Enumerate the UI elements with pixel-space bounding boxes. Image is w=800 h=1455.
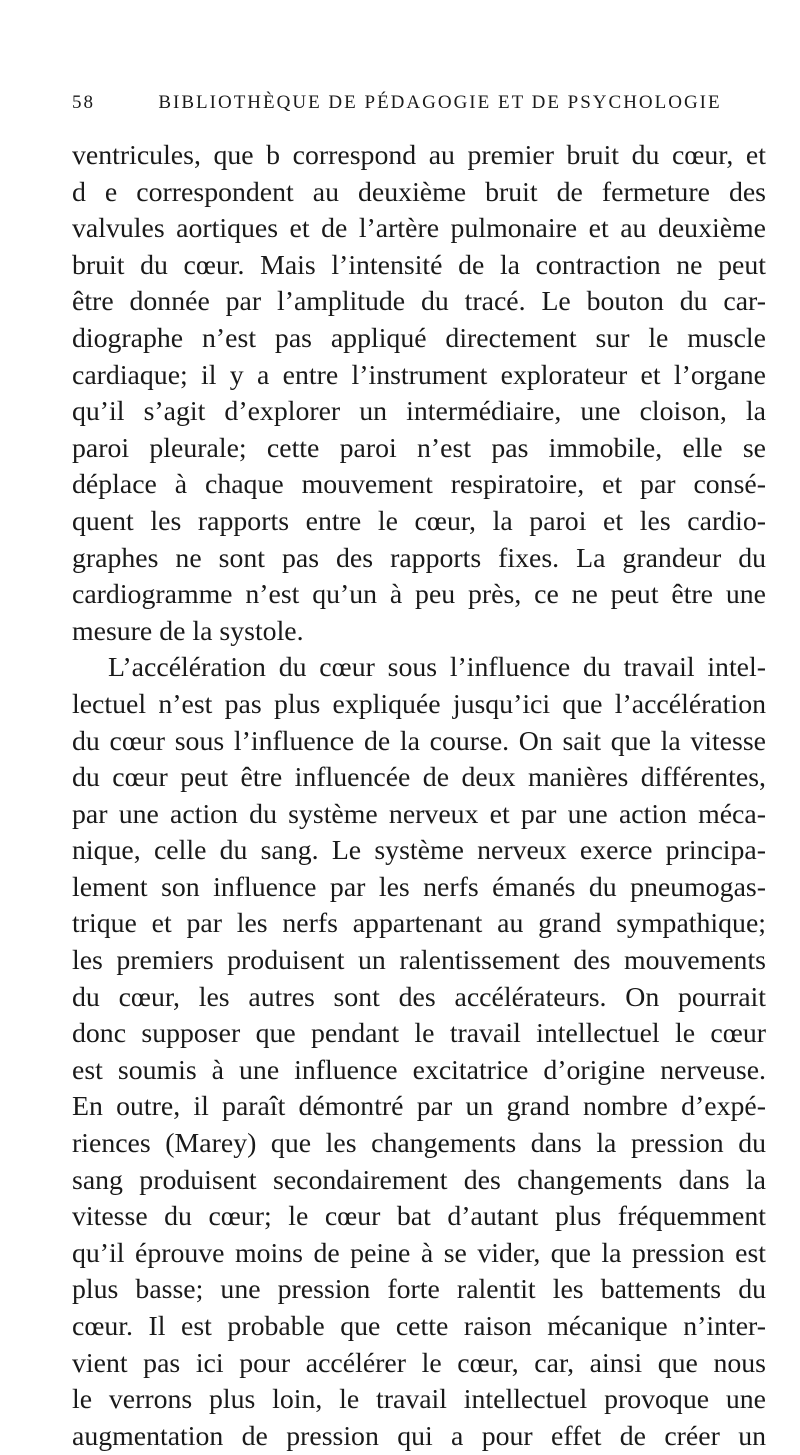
paragraph-end-line: mesure de la systole. [72,615,304,647]
text-line: d e correspondent au deuxième bruit de fermeture des [72,176,766,208]
text-line: du cœur sous l’influence de la course. On sait que la vitesse [72,725,766,757]
text-line: lement son influence par les nerfs émanés du pneumogas- [72,871,766,903]
text-line: bruit du cœur. Mais l’intensité de la contraction ne peut [72,249,766,281]
text-line: donc supposer que pendant le travail intellectuel le cœur [72,1018,766,1050]
paragraph-start-line: L’accélération du cœur sous l’influence du travail intel- [108,652,766,684]
running-head [72,92,762,122]
text-line: paroi pleurale; cette paroi n’est pas immobile, elle se [72,432,766,464]
text-line: les premiers produisent un ralentissement des mouvements [72,945,766,977]
text-line: En outre, il paraît démontré par un grand nombre d’expé- [72,1091,766,1123]
text-line: nique, celle du sang. Le système nerveux exerce principa- [72,835,766,867]
text-line: déplace à chaque mouvement respiratoire, et par consé- [72,469,766,501]
text-line: être donnée par l’amplitude du tracé. Le bouton du car- [72,286,766,318]
text-line: du cœur peut être influencée de deux manières différentes, [72,762,766,794]
text-line: cardiaque; il y a entre l’instrument explorateur et l’organe [72,359,766,391]
text-line: qu’il s’agit d’explorer un intermédiaire, une cloison, la [72,396,766,428]
text-line: riences (Marey) que les changements dans la pression du [72,1128,766,1160]
text-line: graphes ne sont pas des rapports fixes. La grandeur du [72,542,766,574]
text-line: lectuel n’est pas plus expliquée jusqu’ici que l’accélération [72,688,766,720]
text-line: plus basse; une pression forte ralentit les battements du [72,1274,766,1306]
text-line: trique et par les nerfs appartenant au grand sympathique; [72,908,766,940]
body-text [72,138,766,1455]
text-line: quent les rapports entre le cœur, la paroi et les cardio- [72,505,766,537]
text-line: cardiogramme n’est qu’un à peu près, ce ne peut être une [72,579,766,611]
text-line: diographe n’est pas appliqué directement sur le muscle [72,322,766,354]
text-line: vitesse du cœur; le cœur bat d’autant plus fréquemment [72,1201,766,1233]
text-line: augmentation de pression qui a pour effet de créer un [72,1420,766,1452]
text-line: valvules aortiques et de l’artère pulmonaire et au deuxième [72,213,766,245]
text-line: cœur. Il est probable que cette raison mécanique n’inter- [72,1311,766,1342]
text-line: qu’il éprouve moins de peine à se vider, que la pression est [72,1237,766,1269]
text-line: par une action du système nerveux et par une action méca- [72,798,766,830]
running-title: BIBLIOTHÈQUE DE PÉDAGOGIE ET DE PSYCHOLOGIE [158,92,722,113]
page-number: 58 [72,92,95,113]
text-line: ventricules, que b correspond au premier bruit du cœur, et [72,140,766,171]
text-line: du cœur, les autres sont des accélérateurs. On pourrait [72,981,766,1013]
text-line: vient pas ici pour accélérer le cœur, car, ainsi que nous [72,1347,766,1379]
text-line: sang produisent secondairement des changements dans la [72,1164,766,1196]
text-line: le verrons plus loin, le travail intellectuel provoque une [72,1384,766,1416]
text-line: est soumis à une influence excitatrice d’origine nerveuse. [72,1054,766,1086]
